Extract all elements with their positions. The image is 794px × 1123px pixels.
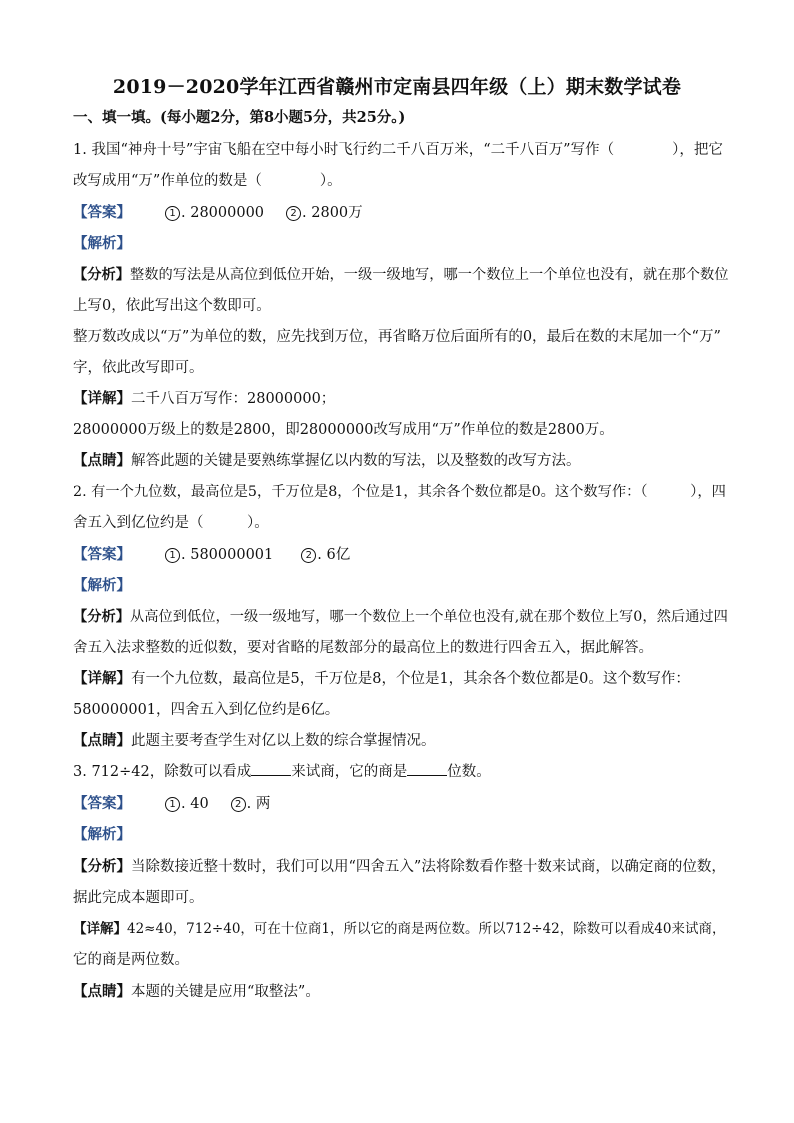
analysis-tag: 【解析】 [73, 826, 131, 843]
q1-fenxi-line-3: 整万数改成以“万”为单位的数，应先找到万位，再省略万位后面所有的0，最后在数的末尾加一个“万” [73, 329, 721, 345]
q1-xiangjie-text-1: 二千八百万写作：28000000； [131, 391, 336, 407]
q2-xiangjie-line-2: 580000001，四舍五入到亿位约是6亿。 [73, 702, 340, 718]
q3-blank-2 [407, 763, 447, 776]
q1-stem-line-1: 1. 我国“神舟十号”宇宙飞船在空中每小时飞行约二千八百万米，“二千八百万”写作（ ），把它 [73, 142, 723, 158]
q2-xiangjie-text-1: 有一个九位数，最高位是5，千万位是8，个位是1，其余各个数位都是0。这个数写作： [131, 671, 690, 687]
q3-answer-2: . 两 [246, 796, 271, 812]
circled-number: 1 [165, 206, 180, 221]
q3-stem-part-a: 3. 712÷42，除数可以看成 [73, 764, 252, 780]
q3-fenxi-text-1: 当除数接近整十数时，我们可以用“四舍五入”法将除数看作整十数来试商，以确定商的位数， [131, 859, 726, 875]
q3-blank-1 [251, 763, 291, 776]
xiangjie-tag: 【详解】 [73, 390, 131, 407]
q2-stem-line-1: 2. 有一个九位数，最高位是5，千万位是8，个位是1，其余各个数位都是0。这个数写作：（ ），四 [73, 484, 726, 500]
q1-xiangjie-line-2: 28000000万级上的数是2800，即28000000改写成用“万”作单位的数是2800万。 [73, 422, 614, 438]
q1-stem-line-2: 改写成用“万”作单位的数是（ ）。 [73, 173, 342, 189]
q3-answer-1: . 40 [181, 796, 209, 812]
dianjing-tag: 【点睛】 [73, 983, 131, 1000]
q3-stem [73, 762, 733, 782]
q1-fenxi-line-2: 上写0，依此写出这个数即可。 [73, 298, 271, 314]
fenxi-tag: 【分析】 [73, 267, 131, 283]
q2-answer-2: . 6亿 [317, 547, 351, 563]
q1-answer-1: . 28000000 [181, 205, 265, 221]
dianjing-tag: 【点睛】 [73, 452, 131, 469]
analysis-tag: 【解析】 [73, 235, 131, 252]
dianjing-tag: 【点睛】 [73, 732, 131, 749]
q3-xiangjie-line-2: 它的商是两位数。 [73, 952, 189, 968]
q1-fenxi-line-1 [73, 265, 733, 285]
q2-xiangjie-line-1 [73, 669, 733, 689]
q3-xiangjie-line-1 [73, 919, 733, 939]
q1-dianjing-text: 解答此题的关键是要熟练掌握亿以内数的写法，以及整数的改写方法。 [131, 453, 581, 469]
q2-fenxi-line-1 [73, 607, 733, 627]
q3-dianjing [73, 982, 733, 1002]
analysis-tag: 【解析】 [73, 577, 131, 594]
exam-title: 2019－2020学年江西省赣州市定南县四年级（上）期末数学试卷 [112, 76, 682, 98]
q2-dianjing [73, 731, 733, 751]
q1-dianjing [73, 451, 733, 471]
circled-number: 2 [286, 206, 301, 221]
q1-xiangjie-line-1 [73, 389, 733, 409]
circled-number: 1 [165, 797, 180, 812]
q1-fenxi-line-4: 字，依此改写即可。 [73, 360, 204, 376]
q2-answer-1: . 580000001 [181, 547, 274, 563]
xiangjie-tag: 【详解】 [73, 921, 127, 937]
q2-fenxi-text-1: 从高位到低位，一级一级地写，哪一个数位上一个单位也没有,就在那个数位上写0，然后通过四 [130, 609, 728, 625]
q1-answer [73, 203, 733, 223]
q2-answer [73, 545, 733, 565]
q3-analysis [73, 825, 733, 845]
answer-tag: 【答案】 [73, 204, 131, 221]
answer-tag: 【答案】 [73, 546, 131, 563]
fenxi-tag: 【分析】 [73, 609, 131, 625]
q3-xiangjie-text-1: 42≈40，712÷40，可在十位商1，所以它的商是两位数。所以712÷42，除数可以看成40来试商， [127, 921, 726, 937]
answer-tag: 【答案】 [73, 795, 131, 812]
q2-stem-line-2: 舍五入到亿位约是（ ）。 [73, 515, 269, 531]
q2-fenxi-line-2: 舍五入法求整数的近似数，要对省略的尾数部分的最高位上的数进行四舍五入，据此解答。 [73, 640, 653, 656]
circled-number: 2 [231, 797, 246, 812]
q1-analysis [73, 234, 733, 254]
q1-fenxi-text-1: 整数的写法是从高位到低位开始，一级一级地写，哪一个数位上一个单位也没有，就在那个数位 [130, 267, 729, 283]
q3-stem-part-b: 来试商，它的商是 [291, 764, 408, 780]
q2-dianjing-text: 此题主要考查学生对亿以上数的综合掌握情况。 [131, 733, 436, 749]
xiangjie-tag: 【详解】 [73, 670, 131, 687]
section-heading: 一、填一填。(每小题2分，第8小题5分，共25分。) [73, 109, 406, 126]
q3-answer [73, 794, 733, 814]
q3-dianjing-text: 本题的关键是应用“取整法”。 [131, 984, 320, 1000]
q3-stem-part-c: 位数。 [447, 764, 491, 780]
q3-fenxi-line-1 [73, 857, 733, 877]
q1-answer-2: . 2800万 [302, 205, 363, 221]
q3-fenxi-line-2: 据此完成本题即可。 [73, 890, 204, 906]
circled-number: 1 [165, 548, 180, 563]
q2-analysis [73, 576, 733, 596]
circled-number: 2 [301, 548, 316, 563]
fenxi-tag: 【分析】 [73, 858, 131, 875]
